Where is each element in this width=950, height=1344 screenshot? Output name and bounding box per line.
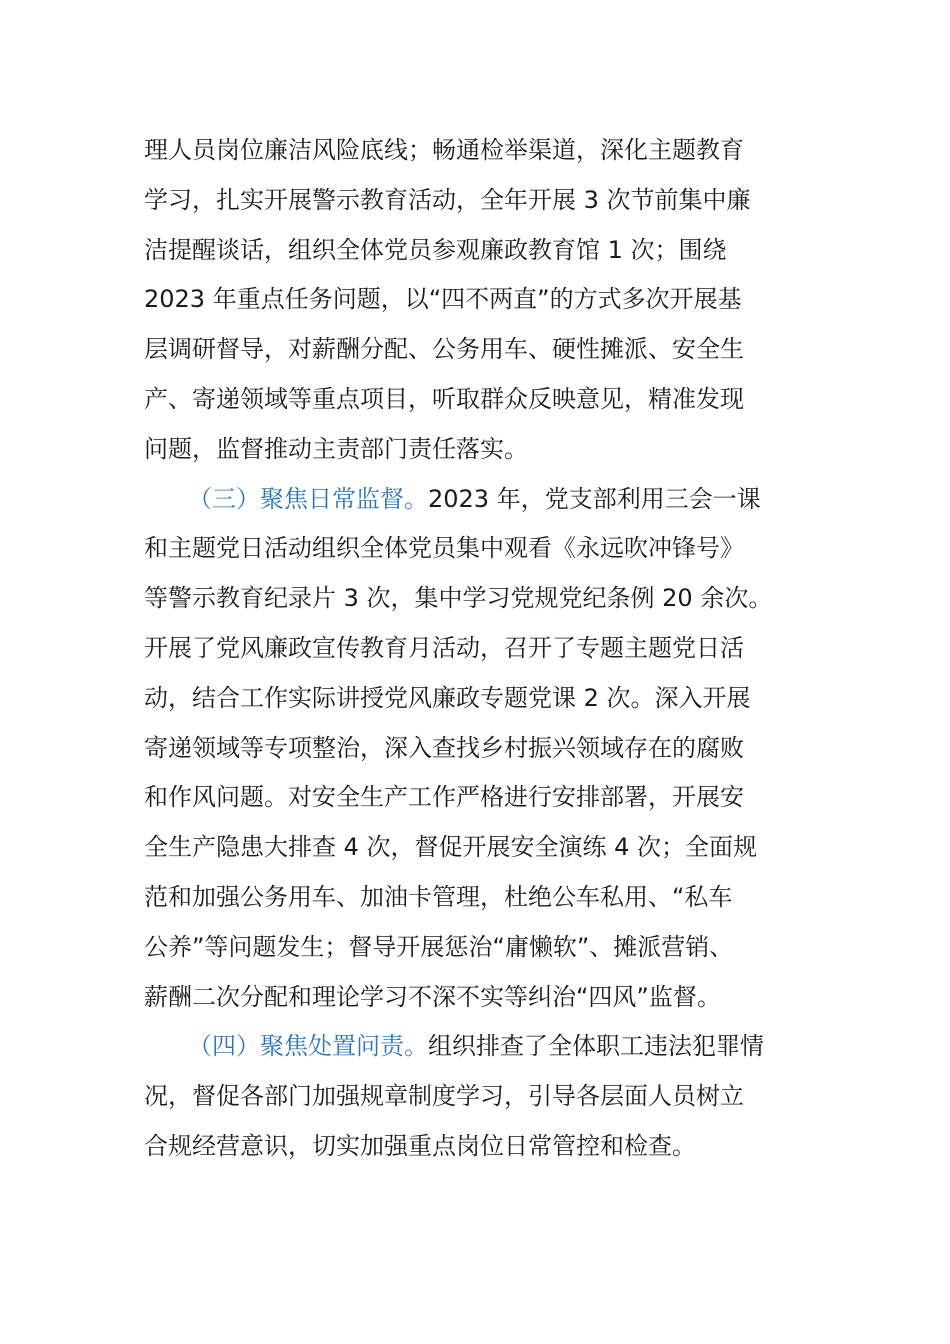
text-line: 寄递领域等专项整治，深入查找乡村振兴领域存在的腐败	[144, 733, 744, 762]
text-line: 2023 年重点任务问题，以“四不两直”的方式多次开展基	[144, 285, 742, 314]
text-line: 洁提醒谈话，组织全体党员参观廉政教育馆 1 次；围绕	[144, 235, 727, 264]
text-line: 公养”等问题发生；督导开展惩治“庸懒软”、摊派营销、	[144, 932, 734, 961]
section-4-heading: （四）聚焦处置问责。	[188, 1032, 428, 1061]
section-3-heading: （三）聚焦日常监督。	[188, 484, 428, 513]
section-3-paragraph	[144, 475, 806, 1023]
section-3-first-line	[144, 475, 806, 525]
text-line: 况，督促各部门加强规章制度学习，引导各层面人员树立	[144, 1082, 744, 1111]
text-line: 薪酬二次分配和理论学习不深不实等纠治“四风”监督。	[144, 982, 721, 1011]
section-4-paragraph	[144, 1022, 806, 1171]
text-line: 全生产隐患大排查 4 次，督促开展安全演练 4 次；全面规	[144, 833, 758, 862]
text-line: 问题，监督推动主责部门责任落实。	[144, 434, 528, 463]
text-line: 动，结合工作实际讲授党风廉政专题党课 2 次。深入开展	[144, 683, 751, 712]
text-line: 合规经营意识，切实加强重点岗位日常管控和检查。	[144, 1131, 696, 1160]
text-line: 和主题党日活动组织全体党员集中观看《永远吹冲锋号》	[144, 534, 744, 563]
section-4-first-line	[144, 1022, 806, 1072]
text-line: 层调研督导，对薪酬分配、公务用车、硬性摊派、安全生	[144, 335, 744, 364]
text-line: 和作风问题。对安全生产工作严格进行安排部署，开展安	[144, 783, 744, 812]
text-line: 范和加强公务用车、加油卡管理，杜绝公车私用、“私车	[144, 882, 733, 911]
section-4-first-line-text: 组织排查了全体职工违法犯罪情	[428, 1032, 764, 1061]
document-body	[144, 126, 806, 1172]
text-line: 等警示教育纪录片 3 次，集中学习党规党纪条例 20 余次。	[144, 584, 773, 613]
text-line: 产、寄递领域等重点项目，听取群众反映意见，精准发现	[144, 384, 744, 413]
section-3-first-line-text: 2023 年，党支部利用三会一课	[428, 484, 761, 513]
paragraph-1	[144, 126, 806, 475]
text-line: 理人员岗位廉洁风险底线；畅通检举渠道，深化主题教育	[144, 136, 744, 164]
text-line: 学习，扎实开展警示教育活动，全年开展 3 次节前集中廉	[144, 185, 751, 214]
text-line: 开展了党风廉政宣传教育月活动，召开了专题主题党日活	[144, 633, 744, 662]
